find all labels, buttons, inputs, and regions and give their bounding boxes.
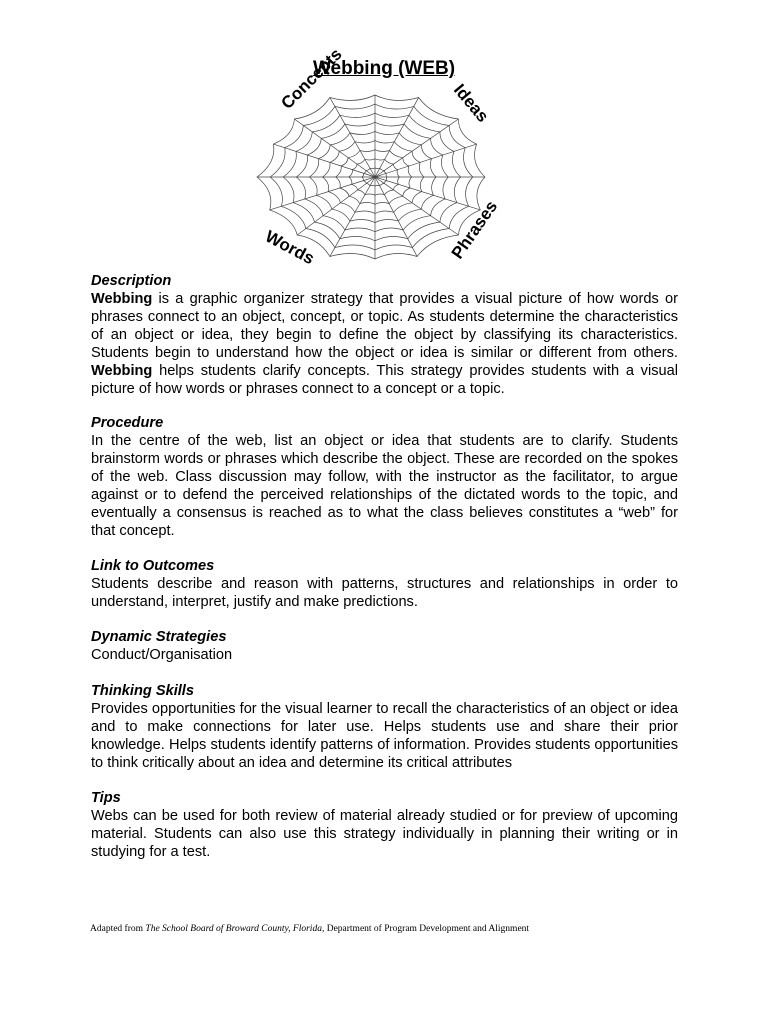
- thinking-body: Provides opportunities for the visual learner to recall the characteristics of an object or idea and to make connections for later use. Helps students use and share their prior knowledge. Helps students identify patterns of information. Provides students opportunities to think critically about an idea and determine its critical attributes: [91, 701, 678, 771]
- web-spoke: [375, 177, 417, 256]
- description-text-1: is a graphic organizer strategy that provides a visual picture of how words or phrases connect to an object, concept, or topic. As students determine the characteristics of an object or idea, they begin to define the object by classifying its characteristics. Students begin to understand how the object or idea is similar or different from others.: [91, 291, 678, 361]
- procedure-body: In the centre of the web, list an object or idea that students are to clarify. Students brainstorm words or phrases which describe the object. These are recorded on the spokes of the web. Class discussion may follow, with the instructor as the facilitator, to argue against or to defend the perceived relationships of the dictated words to the topic, and eventually a consensus is reached as to what the class believes constitutes a “web” for that concept.: [91, 433, 678, 539]
- description-term-2: Webbing: [91, 363, 153, 379]
- procedure-section: [91, 414, 678, 540]
- tips-heading: Tips: [91, 790, 121, 806]
- web-spoke: [375, 119, 458, 177]
- description-body: [91, 290, 678, 398]
- footer-source: The School Board of Broward County, Florida,: [145, 924, 325, 934]
- web-spoke: [375, 177, 480, 210]
- dynamic-body: Conduct/Organisation: [91, 647, 233, 663]
- thinking-heading: Thinking Skills: [91, 683, 194, 699]
- thinking-section: [91, 682, 678, 772]
- outcomes-body: Students describe and reason with patterns, structures and relationships in order to understand, interpret, justify and make predictions.: [91, 576, 678, 610]
- dynamic-section: [91, 628, 678, 664]
- web-spoke: [375, 177, 458, 235]
- web-label-concepts: Concepts: [277, 44, 346, 113]
- procedure-heading: Procedure: [91, 415, 164, 431]
- outcomes-section: [91, 557, 678, 611]
- web-label-words: Words: [262, 226, 318, 269]
- web-label-ideas: Ideas: [449, 80, 493, 126]
- description-heading: Description: [91, 273, 172, 289]
- page-title: Webbing (WEB): [312, 58, 456, 79]
- footer-citation: [90, 924, 529, 934]
- description-section: [91, 272, 678, 398]
- web-spoke: [297, 177, 375, 235]
- web-label-phrases: Phrases: [447, 197, 502, 263]
- description-term: Webbing: [91, 291, 153, 307]
- tips-section: [91, 789, 678, 861]
- tips-body: Webs can be used for both review of material already studied or for preview of upcoming material. Students can also use this strategy individually in planning their writing or in studying for a test.: [91, 808, 678, 860]
- footer-prefix: Adapted from: [90, 924, 146, 934]
- web-spoke: [330, 98, 375, 177]
- description-text-2: helps students clarify concepts. This strategy provides students with a visual picture of how words or phrases connect to a concept or a topic.: [91, 363, 678, 397]
- dynamic-heading: Dynamic Strategies: [91, 629, 227, 645]
- web-spoke: [294, 119, 375, 177]
- outcomes-heading: Link to Outcomes: [91, 558, 215, 574]
- footer-suffix: Department of Program Development and Alignment: [324, 924, 530, 934]
